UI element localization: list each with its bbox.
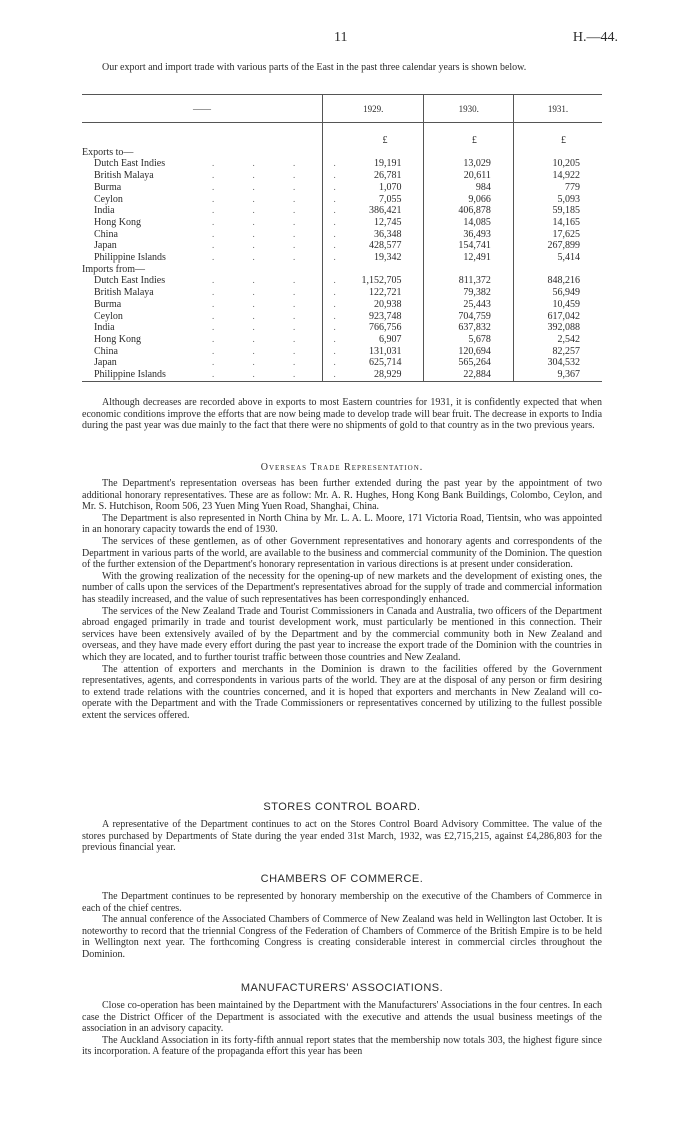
import-value-1930: 704,759 xyxy=(424,311,513,323)
country-label xyxy=(82,216,354,229)
paragraph: A representative of the Department continues to act on the Stores Control Board Advisory Committee. The value of the stores purchased by Departments of State during the year ended 31st March, 1932, was £2,715,215, against £4,286,803 for the previous financial year. xyxy=(82,819,602,854)
leader-dots: . . . . xyxy=(212,181,354,192)
country-label xyxy=(82,345,354,358)
table-row xyxy=(82,275,602,287)
year-header-1929: 1929. xyxy=(323,95,424,123)
import-value-1931: 392,088 xyxy=(513,322,602,334)
table-row xyxy=(82,334,602,346)
leader-dots: . . . . xyxy=(212,240,354,251)
import-value-1929: 20,938 xyxy=(323,299,424,311)
paragraph: The Department is also represented in North China by Mr. L. A. L. Moore, 171 Victoria Road, Tientsin, who was appointed in an honorary capacity towards the end of 1930. xyxy=(82,512,602,536)
export-value-1929: 19,342 xyxy=(323,252,424,264)
export-value-1929: 386,421 xyxy=(323,205,424,217)
leader-dots: . . . . xyxy=(212,345,354,356)
import-value-1930: 565,264 xyxy=(424,357,513,369)
paragraph: The Department's representation overseas has been further extended during the past year by the appointment of two additional honorary representatives. These are as follow: Mr. A. R. Hughes, Hong Kong Bank Buildings, Colombo, Ceylon, and Mr. S. Hutchison, Room 506, 23 Yuen Ming Yuen Road, Shanghai, China. xyxy=(82,478,602,513)
country-label xyxy=(82,287,354,299)
table-row xyxy=(82,194,602,206)
import-value-1929: 766,756 xyxy=(323,322,424,334)
group-label: Imports from— xyxy=(82,263,146,275)
section-heading: STORES CONTROL BOARD. xyxy=(263,801,421,813)
export-value-1930: 154,741 xyxy=(424,240,513,252)
empty-cell xyxy=(323,264,424,276)
document-reference: H.—44. xyxy=(572,30,618,45)
export-value-1929: 428,577 xyxy=(323,240,424,252)
section-heading: Overseas Trade Representation. xyxy=(260,462,424,473)
empty-cell xyxy=(513,147,602,159)
year-header-1930: 1930. xyxy=(424,95,513,123)
export-value-1931: 5,093 xyxy=(513,194,602,206)
import-value-1929: 625,714 xyxy=(323,357,424,369)
country-label xyxy=(82,205,354,217)
country-name: Ceylon xyxy=(94,193,123,205)
country-name: Dutch East Indies xyxy=(94,275,166,287)
table-row xyxy=(82,170,602,182)
import-value-1930: 637,832 xyxy=(424,322,513,334)
country-name: Dutch East Indies xyxy=(94,158,166,170)
leader-dots: . . . . xyxy=(212,310,354,321)
import-value-1929: 131,031 xyxy=(323,346,424,358)
country-label xyxy=(82,228,354,241)
table-row xyxy=(82,357,602,369)
section-heading: CHAMBERS OF COMMERCE. xyxy=(260,873,424,885)
country-name: Japan xyxy=(94,357,117,369)
import-value-1930: 120,694 xyxy=(424,346,513,358)
export-value-1929: 1,070 xyxy=(323,182,424,194)
country-label xyxy=(82,369,354,381)
export-value-1929: 12,745 xyxy=(323,217,424,229)
import-value-1931: 848,216 xyxy=(513,275,602,287)
export-value-1930: 12,491 xyxy=(424,252,513,264)
export-value-1931: 14,922 xyxy=(513,170,602,182)
leader-dots: . . . . xyxy=(212,333,354,344)
export-value-1930: 36,493 xyxy=(424,229,513,241)
export-value-1931: 59,185 xyxy=(513,205,602,217)
paragraph: The services of the New Zealand Trade and Tourist Commissioners in Canada and Australia, two officers of the Department abroad engaged primarily in trade and tourist development work, must particularly be mentioned in this connection. Their services have been extensively availed of by the Department and by the commercial community both in New Zealand and overseas, and they have made every effort during the past year to increase the export trade of the Dominion with the countries in which they are located, and to further tourist traffic between those countries and New Zealand. xyxy=(82,605,602,663)
country-name: Hong Kong xyxy=(94,333,141,345)
leader-dots: . . . . xyxy=(212,228,354,239)
table-row xyxy=(82,229,602,241)
export-value-1930: 20,611 xyxy=(424,170,513,182)
intro-paragraph: Our export and import trade with various parts of the East in the past three calendar years is shown below. xyxy=(102,62,527,73)
group-label: Exports to— xyxy=(82,146,134,158)
import-value-1931: 304,532 xyxy=(513,357,602,369)
export-value-1930: 13,029 xyxy=(424,158,513,170)
export-value-1930: 14,085 xyxy=(424,217,513,229)
paragraph: The attention of exporters and merchants in the Dominion is drawn to the facilities offered by the Government representatives, agents, and correspondents in various parts of the world. They are at the disposal of any person or firm desiring to extend trade relations with the countries concerned, and it is hoped that exporters and merchants in New Zealand will co-operate with the Department and with the Trade Commissioners or representatives concerned by utilizing to the fullest possible extent the services offered. xyxy=(82,663,602,721)
country-name: India xyxy=(94,322,115,334)
table-row xyxy=(82,217,602,229)
country-label xyxy=(82,240,354,252)
import-value-1929: 923,748 xyxy=(323,311,424,323)
export-value-1929: 19,191 xyxy=(323,158,424,170)
table-row xyxy=(82,182,602,194)
import-value-1930: 25,443 xyxy=(424,299,513,311)
imports-heading-row xyxy=(82,264,602,276)
section-heading: MANUFACTURERS' ASSOCIATIONS. xyxy=(240,982,444,994)
chambers-section xyxy=(82,872,602,961)
import-value-1930: 79,382 xyxy=(424,287,513,299)
export-value-1931: 5,414 xyxy=(513,252,602,264)
export-value-1931: 10,205 xyxy=(513,158,602,170)
trade-table-body xyxy=(82,123,602,382)
table-row xyxy=(82,369,602,381)
export-value-1930: 984 xyxy=(424,182,513,194)
leader-dots: . . . . xyxy=(212,158,354,169)
import-value-1931: 9,367 xyxy=(513,369,602,381)
paragraph: The annual conference of the Associated Chambers of Commerce of New Zealand was held in Wellington last October. It is noteworthy to record that the triennial Congress of the Federation of Chambers of Commerce of the British Empire is to be held in Wellington next year. The forthcoming Congress is creating considerable interest in commercial circles throughout the Dominion. xyxy=(82,914,602,960)
country-name: China xyxy=(94,228,118,240)
export-value-1931: 14,165 xyxy=(513,217,602,229)
page-header xyxy=(0,30,700,50)
import-value-1929: 28,929 xyxy=(323,369,424,381)
leader-dots: . . . . xyxy=(212,193,354,204)
country-name: Japan xyxy=(94,240,117,252)
country-label xyxy=(82,193,354,206)
country-name: British Malaya xyxy=(94,170,154,182)
country-name: Ceylon xyxy=(94,310,123,322)
exports-heading-row xyxy=(82,147,602,159)
currency-symbol: £ xyxy=(513,135,602,147)
currency-row xyxy=(82,135,602,147)
leader-dots: . . . . xyxy=(212,275,354,286)
country-name: Burma xyxy=(94,181,122,193)
empty-cell xyxy=(424,264,513,276)
export-value-1929: 36,348 xyxy=(323,229,424,241)
stores-section xyxy=(82,800,602,854)
import-value-1930: 5,678 xyxy=(424,334,513,346)
country-name: Hong Kong xyxy=(94,216,141,228)
table-row xyxy=(82,252,602,264)
commentary-section xyxy=(82,397,602,432)
paragraph: The services of these gentlemen, as of other Government representatives and honorary agents and correspondents of the Department in various parts of the world, are available to the business and commercial community of the Dominion. The question of the further extension of the Department's honorary representation in various directions is at present under consideration. xyxy=(82,535,602,571)
country-name: China xyxy=(94,345,118,357)
country-label xyxy=(82,252,354,264)
country-label xyxy=(82,181,354,194)
country-label xyxy=(82,333,354,346)
paragraph: The Department continues to be represented by honorary membership on the executive of the Chambers of Commerce in each of the chief centres. xyxy=(82,891,602,914)
import-value-1931: 82,257 xyxy=(513,346,602,358)
table-row xyxy=(82,346,602,358)
leader-dots: . . . . xyxy=(212,170,354,181)
country-name: India xyxy=(94,205,115,217)
overseas-section xyxy=(82,461,602,721)
table-row xyxy=(82,205,602,217)
empty-cell xyxy=(424,147,513,159)
table-corner: —— xyxy=(82,95,323,123)
country-label xyxy=(82,170,354,182)
export-value-1931: 17,625 xyxy=(513,229,602,241)
country-name: Philippine Islands xyxy=(94,252,166,264)
country-label xyxy=(82,310,354,323)
import-value-1931: 10,459 xyxy=(513,299,602,311)
country-name: British Malaya xyxy=(94,287,154,299)
manufacturers-section xyxy=(82,981,602,1058)
country-name: Philippine Islands xyxy=(94,369,166,381)
export-value-1931: 267,899 xyxy=(513,240,602,252)
country-label xyxy=(82,298,354,311)
table-row xyxy=(82,311,602,323)
empty-cell xyxy=(513,264,602,276)
table-row xyxy=(82,299,602,311)
leader-dots: . . . . xyxy=(212,287,354,298)
export-value-1930: 9,066 xyxy=(424,194,513,206)
export-value-1929: 7,055 xyxy=(323,194,424,206)
export-value-1929: 26,781 xyxy=(323,170,424,182)
import-value-1931: 56,949 xyxy=(513,287,602,299)
country-label xyxy=(82,158,354,170)
table-row xyxy=(82,322,602,334)
after-table-paragraph: Although decreases are recorded above in exports to most Eastern countries for 1931, it is confidently expected that when economic conditions improve the efforts that are now being made to develop trade will bear fruit. The decrease in exports to India during the past year was due mainly to the fact that there were no shipments of gold to that country as in the two previous years. xyxy=(82,397,603,432)
table-row xyxy=(82,240,602,252)
country-label xyxy=(82,275,354,287)
table-header-row xyxy=(82,95,602,123)
country-name: Burma xyxy=(94,298,122,310)
table-row xyxy=(82,287,602,299)
leader-dots: . . . . xyxy=(212,322,354,333)
import-value-1931: 617,042 xyxy=(513,311,602,323)
trade-table xyxy=(82,94,602,382)
export-value-1930: 406,878 xyxy=(424,205,513,217)
leader-dots: . . . . xyxy=(212,252,354,263)
export-value-1931: 779 xyxy=(513,182,602,194)
leader-dots: . . . . xyxy=(212,216,354,227)
import-value-1929: 6,907 xyxy=(323,334,424,346)
paragraph: Close co-operation has been maintained by the Department with the Manufacturers' Associations in the four centres. In each case the District Officer of the Department is associated with the executive and attends the usual business meetings of the association in an advisory capacity. xyxy=(82,1000,602,1035)
leader-dots: . . . . xyxy=(212,298,354,309)
leader-dots: . . . . xyxy=(212,205,354,216)
country-label xyxy=(82,357,354,369)
import-value-1930: 22,884 xyxy=(424,369,513,381)
page-number: 11 xyxy=(334,30,348,45)
empty-cell xyxy=(323,147,424,159)
table-row xyxy=(82,158,602,170)
import-value-1929: 122,721 xyxy=(323,287,424,299)
currency-symbol: £ xyxy=(323,135,424,147)
leader-dots: . . . . xyxy=(212,357,354,368)
currency-symbol: £ xyxy=(424,135,513,147)
year-header-1931: 1931. xyxy=(513,95,602,123)
import-value-1929: 1,152,705 xyxy=(323,275,424,287)
country-label xyxy=(82,322,354,334)
import-value-1930: 811,372 xyxy=(424,275,513,287)
paragraph: The Auckland Association in its forty-fifth annual report states that the membership now totals 303, the highest figure since its incorporation. A feature of the propaganda effort this year has been xyxy=(82,1034,602,1058)
import-value-1931: 2,542 xyxy=(513,334,602,346)
leader-dots: . . . . xyxy=(212,369,354,380)
paragraph: With the growing realization of the necessity for the opening-up of new markets and the development of existing ones, the number of calls upon the services of the Department's representatives abroad for the supply of trade and commercial information has steadily increased, and the value of such representatives has been correspondingly enhanced. xyxy=(82,570,602,605)
